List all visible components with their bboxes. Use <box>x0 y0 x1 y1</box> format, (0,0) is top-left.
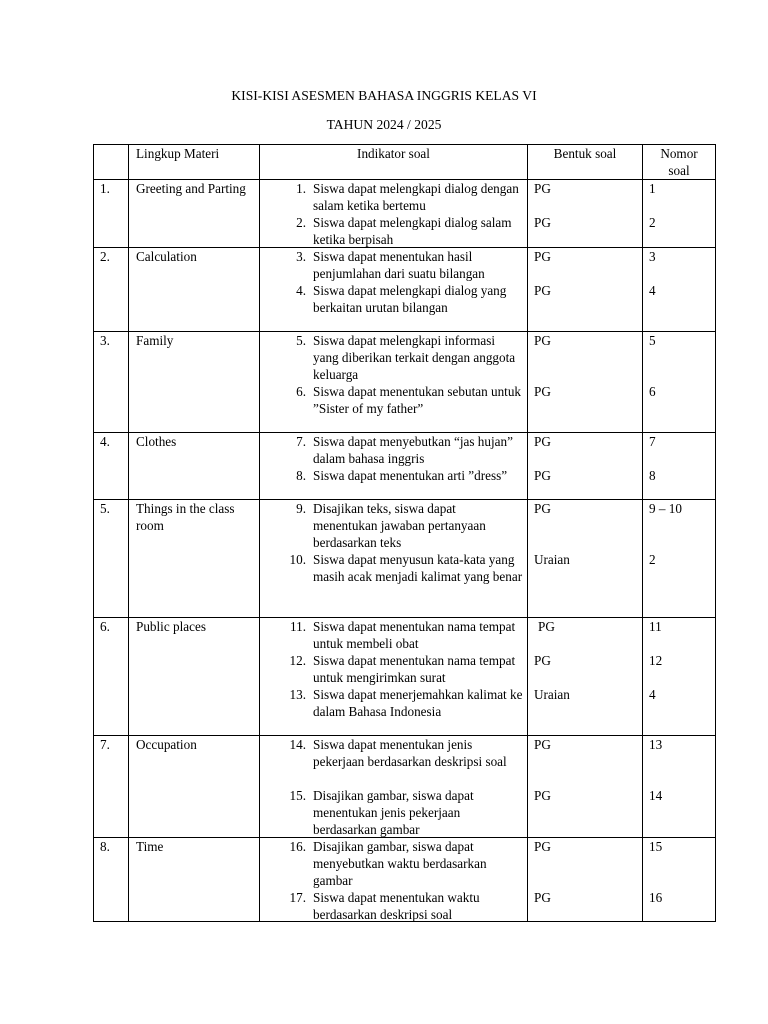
indikator-cell <box>260 500 528 618</box>
header-nomor-line1: Nomor <box>660 146 698 161</box>
nomor-soal-value: 6 <box>649 384 656 399</box>
indikator-item <box>260 383 527 417</box>
bentuk-soal-value: PG <box>534 839 551 854</box>
indikator-number: 12. <box>289 653 306 668</box>
bentuk-soal-value: PG <box>534 283 551 298</box>
lingkup-materi-cell: Public places <box>129 618 260 736</box>
row-number: 8. <box>94 838 129 922</box>
bentuk-soal-cell <box>528 433 643 500</box>
row-number: 2. <box>94 248 129 332</box>
indikator-item <box>260 467 527 484</box>
indikator-text: Siswa dapat menyusun kata-kata yang masih acak menjadi kalimat yang benar <box>313 552 523 584</box>
indikator-cell <box>260 736 528 838</box>
lingkup-materi-cell: Occupation <box>129 736 260 838</box>
row-number: 3. <box>94 332 129 433</box>
nomor-soal-cell <box>643 180 716 248</box>
nomor-soal-cell <box>643 838 716 922</box>
kisi-kisi-table <box>93 144 716 922</box>
indikator-cell <box>260 180 528 248</box>
nomor-soal-value: 14 <box>649 788 663 803</box>
lingkup-materi-cell: Calculation <box>129 248 260 332</box>
indikator-item <box>260 838 527 889</box>
indikator-text: Siswa dapat melengkapi dialog dengan salam ketika bertemu <box>313 181 519 213</box>
table-row <box>94 736 716 838</box>
indikator-cell <box>260 332 528 433</box>
indikator-item <box>260 214 527 248</box>
nomor-soal-value: 7 <box>649 434 656 449</box>
bentuk-soal-value: PG <box>534 215 551 230</box>
indikator-number: 11. <box>290 619 306 634</box>
bentuk-soal-value: Uraian <box>534 552 570 567</box>
header-indikator: Indikator soal <box>260 145 528 180</box>
lingkup-materi-cell: Things in the class room <box>129 500 260 618</box>
bentuk-soal-value: PG <box>534 788 551 803</box>
table-row <box>94 248 716 332</box>
indikator-number: 17. <box>289 890 306 905</box>
indikator-number: 6. <box>296 384 306 399</box>
indikator-cell <box>260 433 528 500</box>
nomor-soal-value: 13 <box>649 737 663 752</box>
bentuk-soal-value: PG <box>534 468 551 483</box>
bentuk-soal-cell <box>528 332 643 433</box>
indikator-text: Siswa dapat menentukan waktu berdasarkan deskripsi soal <box>313 890 480 922</box>
indikator-number: 13. <box>289 687 306 702</box>
nomor-soal-value: 9 – 10 <box>649 501 682 516</box>
nomor-soal-value: 12 <box>649 653 663 668</box>
bentuk-soal-cell <box>528 838 643 922</box>
indikator-cell <box>260 248 528 332</box>
nomor-soal-value: 1 <box>649 181 656 196</box>
lingkup-materi-cell: Time <box>129 838 260 922</box>
bentuk-soal-cell <box>528 618 643 736</box>
indikator-text: Siswa dapat menentukan hasil penjumlahan dari suatu bilangan <box>313 249 485 281</box>
lingkup-materi-cell: Clothes <box>129 433 260 500</box>
indikator-item <box>260 652 527 686</box>
indikator-item <box>260 248 527 282</box>
nomor-soal-value: 16 <box>649 890 663 905</box>
indikator-text: Disajikan gambar, siswa dapat menentukan jenis pekerjaan berdasarkan gambar <box>313 788 474 837</box>
bentuk-soal-value: PG <box>534 384 551 399</box>
bentuk-soal-value: PG <box>538 619 555 634</box>
nomor-soal-cell <box>643 332 716 433</box>
indikator-item <box>260 551 527 585</box>
indikator-item <box>260 889 527 923</box>
indikator-item <box>260 736 527 770</box>
indikator-number: 16. <box>289 839 306 854</box>
indikator-cell <box>260 618 528 736</box>
header-lingkup: Lingkup Materi <box>129 145 260 180</box>
table-row <box>94 500 716 618</box>
indikator-text: Siswa dapat menentukan nama tempat untuk membeli obat <box>313 619 516 651</box>
indikator-number: 14. <box>289 737 306 752</box>
indikator-number: 15. <box>289 788 306 803</box>
table-row <box>94 180 716 248</box>
indikator-text: Siswa dapat menentukan jenis pekerjaan berdasarkan deskripsi soal <box>313 737 507 769</box>
document-title: KISI-KISI ASESMEN BAHASA INGGRIS KELAS VI <box>231 88 537 103</box>
nomor-soal-value: 2 <box>649 215 656 230</box>
header-nomor-line2: soal <box>668 163 690 178</box>
row-number: 6. <box>94 618 129 736</box>
bentuk-soal-value: PG <box>534 653 551 668</box>
indikator-item <box>260 180 527 214</box>
indikator-number: 9. <box>296 501 306 516</box>
indikator-item <box>260 787 527 838</box>
nomor-soal-cell <box>643 248 716 332</box>
nomor-soal-value: 2 <box>649 552 656 567</box>
bentuk-soal-value: PG <box>534 249 551 264</box>
indikator-item <box>260 282 527 316</box>
document-subtitle: TAHUN 2024 / 2025 <box>326 117 442 132</box>
indikator-text: Siswa dapat melengkapi informasi yang diberikan terkait dengan anggota keluarga <box>313 333 516 382</box>
row-number: 5. <box>94 500 129 618</box>
indikator-item <box>260 433 527 467</box>
nomor-soal-cell <box>643 433 716 500</box>
indikator-text: Siswa dapat menentukan arti ”dress” <box>313 468 508 483</box>
bentuk-soal-value: PG <box>534 434 551 449</box>
bentuk-soal-cell <box>528 500 643 618</box>
indikator-number: 5. <box>296 333 306 348</box>
nomor-soal-value: 4 <box>649 687 656 702</box>
row-number: 1. <box>94 180 129 248</box>
indikator-item <box>260 686 527 720</box>
indikator-number: 7. <box>296 434 306 449</box>
indikator-text: Siswa dapat melengkapi dialog salam ketika berpisah <box>313 215 512 247</box>
indikator-text: Siswa dapat menerjemahkan kalimat ke dalam Bahasa Indonesia <box>313 687 523 719</box>
bentuk-soal-cell <box>528 248 643 332</box>
nomor-soal-value: 15 <box>649 839 663 854</box>
bentuk-soal-cell <box>528 180 643 248</box>
nomor-soal-value: 8 <box>649 468 656 483</box>
row-number: 7. <box>94 736 129 838</box>
indikator-item <box>260 332 527 383</box>
nomor-soal-cell <box>643 618 716 736</box>
indikator-cell <box>260 838 528 922</box>
nomor-soal-value: 11 <box>649 619 662 634</box>
table-row <box>94 332 716 433</box>
nomor-soal-value: 5 <box>649 333 656 348</box>
table-row <box>94 618 716 736</box>
bentuk-soal-value: PG <box>534 333 551 348</box>
indikator-text: Siswa dapat melengkapi dialog yang berkaitan urutan bilangan <box>313 283 507 315</box>
indikator-text: Siswa dapat menyebutkan “jas hujan” dalam bahasa inggris <box>313 434 513 466</box>
header-no <box>94 145 129 180</box>
nomor-soal-cell <box>643 500 716 618</box>
bentuk-soal-cell <box>528 736 643 838</box>
nomor-soal-value: 4 <box>649 283 656 298</box>
indikator-number: 8. <box>296 468 306 483</box>
bentuk-soal-value: PG <box>534 737 551 752</box>
indikator-text: Siswa dapat menentukan sebutan untuk ”Sister of my father” <box>313 384 522 416</box>
indikator-number: 2. <box>296 215 306 230</box>
indikator-text: Disajikan teks, siswa dapat menentukan jawaban pertanyaan berdasarkan teks <box>313 501 486 550</box>
header-nomor <box>643 145 716 180</box>
header-bentuk: Bentuk soal <box>528 145 643 180</box>
table-row <box>94 433 716 500</box>
bentuk-soal-value: PG <box>534 890 551 905</box>
nomor-soal-value: 3 <box>649 249 656 264</box>
nomor-soal-cell <box>643 736 716 838</box>
indikator-item <box>260 500 527 551</box>
table-header-row <box>94 145 716 180</box>
indikator-number: 10. <box>289 552 306 567</box>
bentuk-soal-value: PG <box>534 501 551 516</box>
indikator-item <box>260 618 527 652</box>
indikator-number: 3. <box>296 249 306 264</box>
lingkup-materi-cell: Greeting and Parting <box>129 180 260 248</box>
indikator-text: Siswa dapat menentukan nama tempat untuk mengirimkan surat <box>313 653 516 685</box>
lingkup-materi-cell: Family <box>129 332 260 433</box>
indikator-number: 1. <box>296 181 306 196</box>
row-number: 4. <box>94 433 129 500</box>
table-row <box>94 838 716 922</box>
indikator-number: 4. <box>296 283 306 298</box>
indikator-text: Disajikan gambar, siswa dapat menyebutkan waktu berdasarkan gambar <box>313 839 487 888</box>
bentuk-soal-value: PG <box>534 181 551 196</box>
bentuk-soal-value: Uraian <box>534 687 570 702</box>
